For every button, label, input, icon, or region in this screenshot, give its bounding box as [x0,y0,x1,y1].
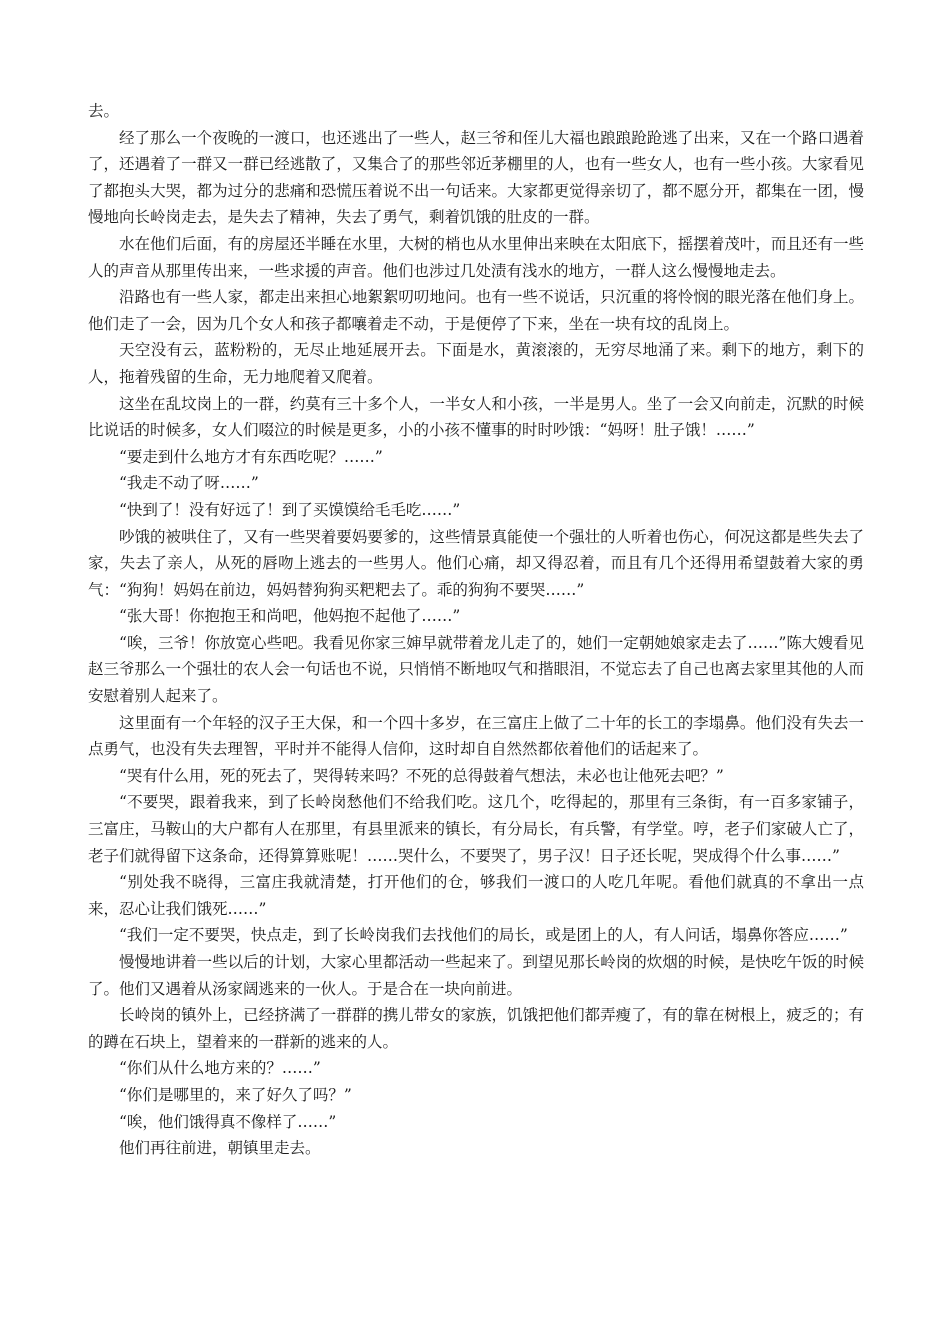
paragraph-18: 慢慢地讲着一些以后的计划，大家心里都活动一些起来了。到望见那长岭岗的炊烟的时候，是快吃午饭的时候了。他们又遇着从汤家阔逃来的一伙人。于是合在一块向前进。 [88,953,864,998]
dialogue-line: “哭有什么用，死的死去了，哭得转来吗？不死的总得鼓着气想法，未必也让他死去吧？” [119,766,724,785]
dialogue-line: “快到了！没有好远了！到了买馍馍给毛毛吃……” [119,500,461,519]
dialogue-line: “唉，他们饿得真不像样了……” [119,1112,337,1131]
paragraph-19: 长岭岗的镇外上，已经挤满了一群群的携儿带女的家族，饥饿把他们都弄瘦了，有的靠在树根上，疲乏的；有的蹲在石块上，望着来的一群新的逃来的人。 [88,1006,864,1051]
dialogue-line: “要走到什么地方才有东西吃呢？……” [119,447,383,466]
dialogue-line: “你们从什么地方来的？……” [119,1059,321,1078]
paragraph-1: 去。 [88,102,120,120]
dialogue-line: “我走不动了呀……” [119,474,259,493]
paragraph-4: 沿路也有一些人家，都走出来担心地絮絮叨叨地问。也有一些不说话，只沉重的将怜悯的眼光落在他们身上。他们走了一会，因为几个女人和孩子都嚷着走不动，于是便停了下来，坐在一块有坟的乱岗上。 [88,288,864,333]
paragraph-23: 他们再往前进，朝镇里走去。 [119,1139,321,1158]
document-page [88,98,864,1162]
paragraph-10: 吵饿的被哄住了，又有一些哭着要妈要爹的，这些情景真能使一个强壮的人听着也伤心，何况这都是些失去了家，失去了亲人，从死的唇吻上逃去的一些男人。他们心痛，却又得忍着，而且有几个还得用希望鼓着大家的勇气：“狗狗！妈妈在前边，妈妈替狗狗买粑粑去了。乖的狗狗不要哭……” [88,527,864,599]
paragraph-12: “唉，三爷！你放宽心些吧。我看见你家三婶早就带着龙儿走了的，她们一定朝她娘家走去了……”陈大嫂看见赵三爷那么一个强壮的农人会一句话也不说，只悄悄不断地叹气和揩眼泪，不觉忘去了自己也离去家里其他的人而安慰着别人起来了。 [88,633,864,706]
dialogue-line: “不要哭，跟着我来，到了长岭岗愁他们不给我们吃。这几个，吃得起的，那里有三条街，有一百多家铺子，三富庄，马鞍山的大户都有人在那里，有县里派来的镇长，有分局长，有兵警，有学堂。哼，老子们家破人亡了，老子们就得留下这条命，还得算算账呢！……哭什么，不要哭了，男子汉！日子还长呢，哭成得个什么事……” [88,793,864,865]
paragraph-13: 这里面有一个年轻的汉子王大保，和一个四十多岁，在三富庄上做了二十年的长工的李塌鼻。他们没有失去一点勇气，也没有失去理智，平时并不能得人信仰，这时却自自然然都依着他们的话起来了。 [88,713,864,759]
dialogue-line: “别处我不晓得，三富庄我就清楚，打开他们的仓，够我们一渡口的人吃几年呢。看他们就真的不拿出一点来，忍心让我们饿死……” [88,873,864,918]
dialogue-line: “你们是哪里的，来了好久了吗？” [119,1085,352,1104]
dialogue-line: “我们一定不要哭，快点走，到了长岭岗我们去找他们的局长，或是团上的人，有人问话，塌鼻你答应……” [119,926,848,945]
dialogue-line: “张大哥！你抱抱王和尚吧，他妈抱不起他了……” [119,607,461,626]
paragraph-3: 水在他们后面，有的房屋还半睡在水里，大树的梢也从水里伸出来映在太阳底下，摇摆着茂叶，而且还有一些人的声音从那里传出来，一些求援的声音。他们也涉过几处渍有浅水的地方，一群人这么慢慢地走去。 [88,234,864,280]
paragraph-5: 天空没有云，蓝粉粉的，无尽止地延展开去。下面是水，黄滚滚的，无穷尽地涌了来。剩下的地方，剩下的人，拖着残留的生命，无力地爬着又爬着。 [88,341,864,386]
paragraph-2: 经了那么一个夜晚的一渡口，也还逃出了一些人，赵三爷和侄儿大福也踉踉跄跄逃了出来，又在一个路口遇着了，还遇着了一群又一群已经逃散了，又集合了的那些邻近茅棚里的人，也有一些女人，也有一些小孩。大家看见了都抱头大哭，都为过分的悲痛和恐慌压着说不出一句话来。大家都更觉得亲切了，都不愿分开，都集在一团，慢慢地向长岭岗走去，是失去了精神，失去了勇气，剩着饥饿的肚皮的一群。 [88,128,864,227]
paragraph-6: 这坐在乱坟岗上的一群，约莫有三十多个人，一半女人和小孩，一半是男人。坐了一会又向前走，沉默的时候比说话的时候多，女人们啜泣的时候是更多，小的小孩不懂事的时时吵饿：“妈呀！肚子饿！……” [88,394,864,440]
